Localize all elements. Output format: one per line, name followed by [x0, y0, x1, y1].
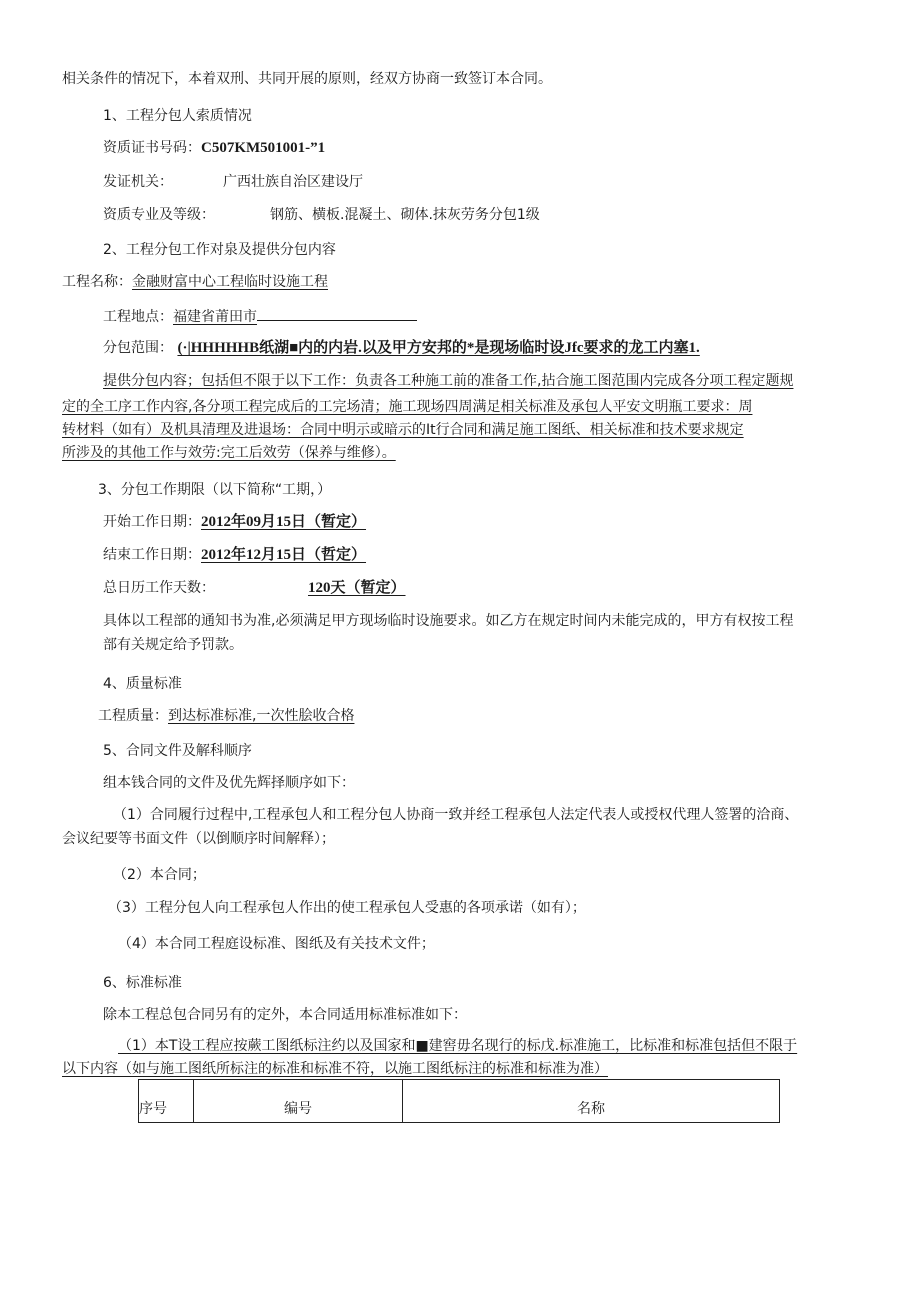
start-date-row — [103, 513, 366, 531]
order-item-1-line: （1）合同履行过程中,工程承包人和工程分包人协商一致并经工程承包人法定代表人或授权代理人签署的洽商、 — [113, 807, 799, 823]
cert-value: C507KM501001-”1 — [201, 140, 326, 156]
project-site-value: 福建省莆田市 — [173, 309, 257, 325]
issuer-row — [103, 173, 173, 191]
section-5-heading: 5、合同文件及解科顺序 — [103, 743, 252, 759]
intro-line: 相关条件的情况下，本着双刑、共同开展的原则，经双方协商一致签订本合同。 — [62, 71, 552, 87]
standards-lead: 除本工程总包合同另有的定外，本合同适用标准标准如下： — [103, 1007, 467, 1023]
scope-row — [103, 339, 700, 357]
quality-row — [98, 707, 354, 725]
issuer-label: 发证机关： — [103, 174, 173, 190]
issuer-value: 广西壮族自治区建设厅 — [223, 174, 363, 190]
end-date-value: 2012年12月15日（哲定） — [201, 547, 367, 563]
scope-label: 分包范围： — [103, 340, 173, 356]
standards-item-1-line: （1）本T设工程应按蕨工图纸标注约以及国家和■建窖毋名现行的标戊.标准施工，比标准和标准包括但不限于 — [118, 1038, 798, 1054]
order-item-2: （2）本合同； — [113, 867, 206, 883]
days-label: 总日历工作天数： — [103, 580, 215, 596]
cert-label: 资质证书号码： — [103, 140, 201, 156]
project-name-label: 工程名称： — [62, 274, 132, 290]
content-block — [103, 370, 863, 393]
order-item-3: （3）工程分包人向工程承包人作出的使工程承包人受惠的各项承诺（如有）； — [108, 900, 586, 916]
content-line: 定的全工序工作内容,各分项工程完成后的工完场清；施工现场四周满足相关标准及承包人平安文明瓶工要求：周 — [62, 399, 753, 415]
content-line: 转材料（如有）及机具清理及进退场：合同中明示或暗示的It行合同和满足施工图纸、相关标准和技术要求规定 — [62, 422, 744, 438]
grade-value: 钢筋、横板.混凝土、砌体.抹灰劳务分包1级 — [270, 207, 540, 223]
site-blank-line — [257, 306, 417, 321]
cert-row — [103, 139, 325, 157]
project-name-row — [62, 273, 328, 291]
project-name-value: 金融财富中心工程临时设施工程 — [132, 274, 328, 290]
content-line: 提供分包内容；包括但不限于以下工作：负责各工种施工前的准备工作,拈合施工图范围内完成各分项工程定题规 — [103, 373, 794, 389]
content-line: 所涉及的其他工作与效劳:完工后效劳（保养与维修）。 — [62, 445, 396, 461]
project-site-label: 工程地点： — [103, 309, 173, 325]
section-2-heading: 2、工程分包工作对泉及提供分包内容 — [103, 242, 336, 258]
standards-table — [138, 1079, 780, 1123]
days-value: 120天（暂定） — [308, 580, 406, 596]
period-note-line: 具体以工程部的通知书为准,必须满足甲方现场临时设施要求。如乙方在规定时间内未能完成的，甲方有权按工程 — [103, 613, 794, 629]
quality-label: 工程质量： — [98, 708, 168, 724]
section-1-heading: 1、工程分包人索质情况 — [103, 108, 252, 124]
start-date-value: 2012年09月15日（暂定） — [201, 514, 367, 530]
standards-item-1-line: 以下内容（如与施工图纸所标注的标准和标准不符，以施工图纸标注的标准和标准为准） — [62, 1061, 608, 1077]
quality-value: 到达标准标准,一次性脍收合格 — [168, 708, 355, 724]
period-note-line: 部有关规定给予罚款。 — [103, 637, 243, 653]
table-header-row — [139, 1080, 780, 1123]
project-site-row — [103, 306, 417, 326]
start-date-label: 开始工作日期： — [103, 514, 201, 530]
section-6-heading: 6、标准标准 — [103, 975, 182, 991]
order-item-1-line: 会议纪要等书面文件（以倒顺序时间解释）； — [62, 831, 335, 847]
section-3-heading: 3、分包工作期限（以下简称“工期，） — [98, 482, 332, 498]
order-item-4: （4）本合同工程庭设标准、图纸及有关技术文件； — [118, 936, 435, 952]
scope-value: (·|HHHHHB纸湖■内的内岩.以及甲方安邦的*是现场临时设Jfc要求的龙工内塞1. — [177, 340, 700, 356]
order-lead: 组本钱合同的文件及优先辉择顺序如下： — [103, 775, 355, 791]
table-header-code: 编号 — [194, 1080, 403, 1123]
end-date-label: 结束工作日期： — [103, 547, 201, 563]
table-header-name: 名称 — [403, 1080, 780, 1123]
table-header-index: 序号 — [139, 1080, 194, 1123]
grade-label: 资质专业及等级： — [103, 207, 215, 223]
section-4-heading: 4、质量标准 — [103, 676, 182, 692]
end-date-row — [103, 546, 366, 564]
